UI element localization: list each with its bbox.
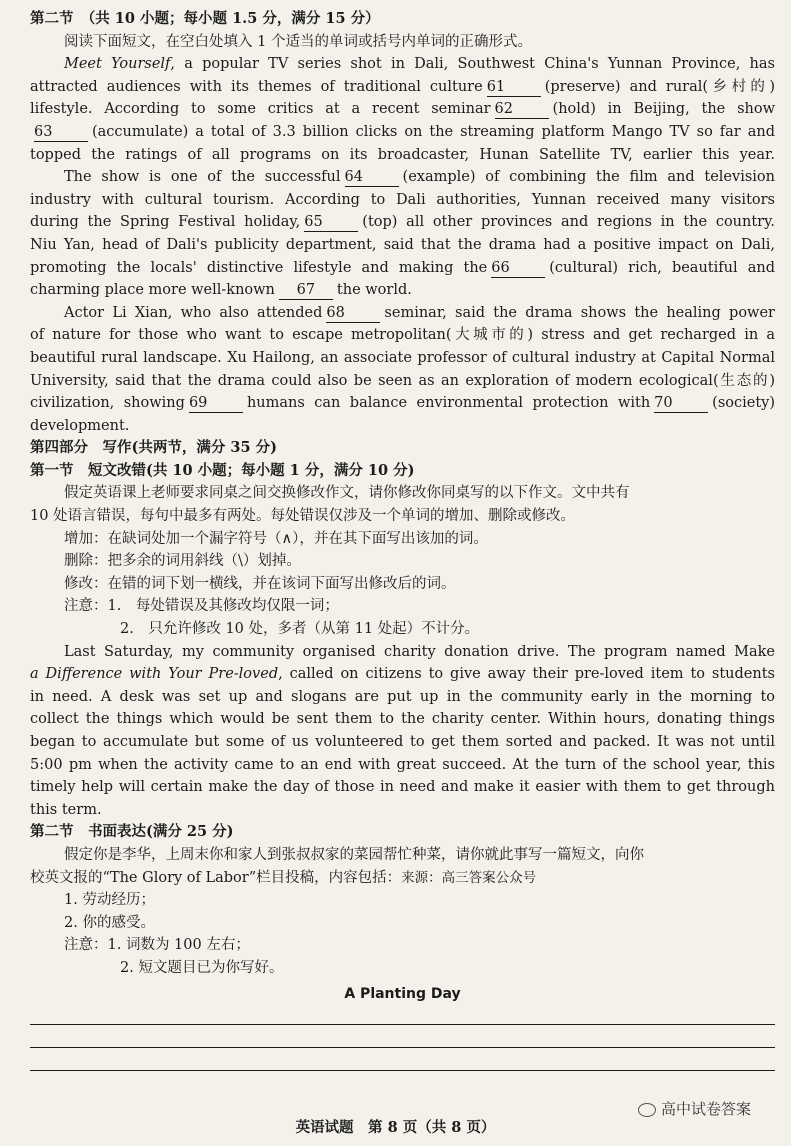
passage-line: during the Spring Festival holiday, 65 (top) all other provinces and regions in the country. <box>30 214 775 231</box>
instruction: 修改：在错的词下划一横线，并在该词下面写出修改后的词。 <box>64 575 456 592</box>
essay-line: 5:00 pm when the activity came to an end with great succeed. At the turn of the school year, this <box>30 756 775 773</box>
essay-line: Last Saturday, my community organised charity donation drive. The program named Make <box>64 643 775 660</box>
passage-line: lifestyle. According to some critics at a recent seminar 62 (hold) in Beijing, the show <box>30 101 775 118</box>
section-header: 第一节 短文改错(共 10 小题；每小题 1 分，满分 10 分) <box>30 461 415 479</box>
passage-line: development. <box>30 417 130 434</box>
blank-62[interactable]: 62 <box>495 101 549 119</box>
blank-67[interactable]: 67 <box>279 282 333 300</box>
instruction: 2. 只允许修改 10 处，多者（从第 11 处起）不计分。 <box>120 621 480 638</box>
writing-line[interactable] <box>30 1048 775 1071</box>
passage-line: civilization, showing 69 humans can balance environmental protection with 70 (society) <box>30 395 775 412</box>
part-header: 第四部分 写作(共两节，满分 35 分) <box>30 439 277 457</box>
instruction: 删除：把多余的词用斜线（\）划掉。 <box>64 553 301 570</box>
task-line: 注意：1. 词数为 100 左右； <box>64 937 250 954</box>
passage-line: The show is one of the successful 64 (example) of combining the film and television <box>64 169 775 186</box>
passage-line: industry with cultural tourism. According to Dali authorities, Yunnan received many visitors <box>30 191 775 208</box>
section-header: 第二节 （共 10 小题；每小题 1.5 分，满分 15 分） <box>30 10 380 27</box>
blank-63[interactable]: 63 <box>34 124 88 142</box>
passage-line: topped the ratings of all programs on its broadcaster, Hunan Satellite TV, earlier this year. <box>30 146 775 163</box>
blank-65[interactable]: 65 <box>304 214 358 232</box>
passage-line: Meet Yourself, a popular TV series shot in Dali, Southwest China's Yunnan Province, has <box>64 56 775 73</box>
passage-line: beautiful rural landscape. Xu Hailong, an associate professor of cultural industry at Capital Normal <box>30 349 775 366</box>
section-header: 第二节 书面表达(满分 25 分) <box>30 823 234 841</box>
passage-line: 63 (accumulate) a total of 3.3 billion clicks on the streaming platform Mango TV so far and <box>34 123 775 140</box>
task-line: 2. 你的感受。 <box>64 914 155 931</box>
essay-line: began to accumulate but some of us volunteered to get them sorted and packed. It was not until <box>30 734 775 750</box>
blank-66[interactable]: 66 <box>491 260 545 278</box>
blank-61[interactable]: 61 <box>487 79 541 97</box>
page-footer: 英语试题 第 8 页（共 8 页） <box>295 1119 496 1136</box>
essay-line: in need. A desk was set up and slogans are put up in the community early in the morning to <box>30 688 775 705</box>
blank-64[interactable]: 64 <box>345 169 399 187</box>
instruction: 注意：1. 每处错误及其修改均仅限一词； <box>64 598 339 615</box>
exam-page <box>30 8 775 1071</box>
source-note: 来源：高三答案公众号 <box>401 869 537 886</box>
essay-line: timely help will certain make the day of those in need and make it easier with them to get through <box>30 779 775 796</box>
passage-line: promoting the locals' distinctive lifestyle and making the 66 (cultural) rich, beautiful and <box>30 259 775 276</box>
task-line: 2. 短文题目已为你写好。 <box>120 959 284 976</box>
essay-line: collect the things which would be sent them to the charity center. Within hours, donating things <box>30 711 775 728</box>
passage-line: Niu Yan, head of Dali's publicity department, said that the drama had a positive impact on Dali, <box>30 236 775 253</box>
instruction: 假定英语课上老师要求同桌之间交换修改作文，请你修改你同桌写的以下作文。文中共有 <box>64 485 630 502</box>
instruction: 10 处语言错误，每句中最多有两处。每处错误仅涉及一个单词的增加、删除或修改。 <box>30 508 576 525</box>
blank-68[interactable]: 68 <box>326 305 380 323</box>
blank-69[interactable]: 69 <box>189 395 243 413</box>
essay-line: a Difference with Your Pre-loved, called on citizens to give away their pre-loved item to students <box>30 666 775 683</box>
writing-line[interactable] <box>30 1025 775 1048</box>
blank-70[interactable]: 70 <box>654 395 708 413</box>
essay-title: A Planting Day <box>344 985 461 1002</box>
instruction: 增加：在缺词处加一个漏字符号（∧），并在其下面写出该加的词。 <box>64 530 488 547</box>
passage-line: Actor Li Xian, who also attended 68 seminar, said the drama shows the healing power <box>64 304 775 321</box>
task-line: 校英文报的“The Glory of Labor”栏目投稿，内容包括：来源：高三答案公众号 <box>30 869 537 886</box>
task-line: 假定你是李华，上周末你和家人到张叔叔家的菜园帮忙种菜，请你就此事写一篇短文，向你 <box>64 846 644 863</box>
task-line: 1. 劳动经历； <box>64 892 155 909</box>
wechat-icon <box>638 1103 656 1117</box>
passage-line: charming place more well-known 67 the world. <box>30 282 412 299</box>
passage-line: University, said that the drama could also be seen as an exploration of modern ecological(生态的) <box>30 372 775 389</box>
passage-line: of nature for those who want to escape metropolitan(大城市的) stress and get recharged in a <box>30 327 775 344</box>
instruction: 阅读下面短文，在空白处填入 1 个适当的单词或括号内单词的正确形式。 <box>64 33 532 50</box>
essay-line: this term. <box>30 801 102 818</box>
watermark: 高中试卷答案 <box>638 1098 751 1119</box>
passage-line: attracted audiences with its themes of traditional culture 61 (preserve) and rural(乡村的) <box>30 78 775 95</box>
writing-line[interactable] <box>30 1002 775 1025</box>
